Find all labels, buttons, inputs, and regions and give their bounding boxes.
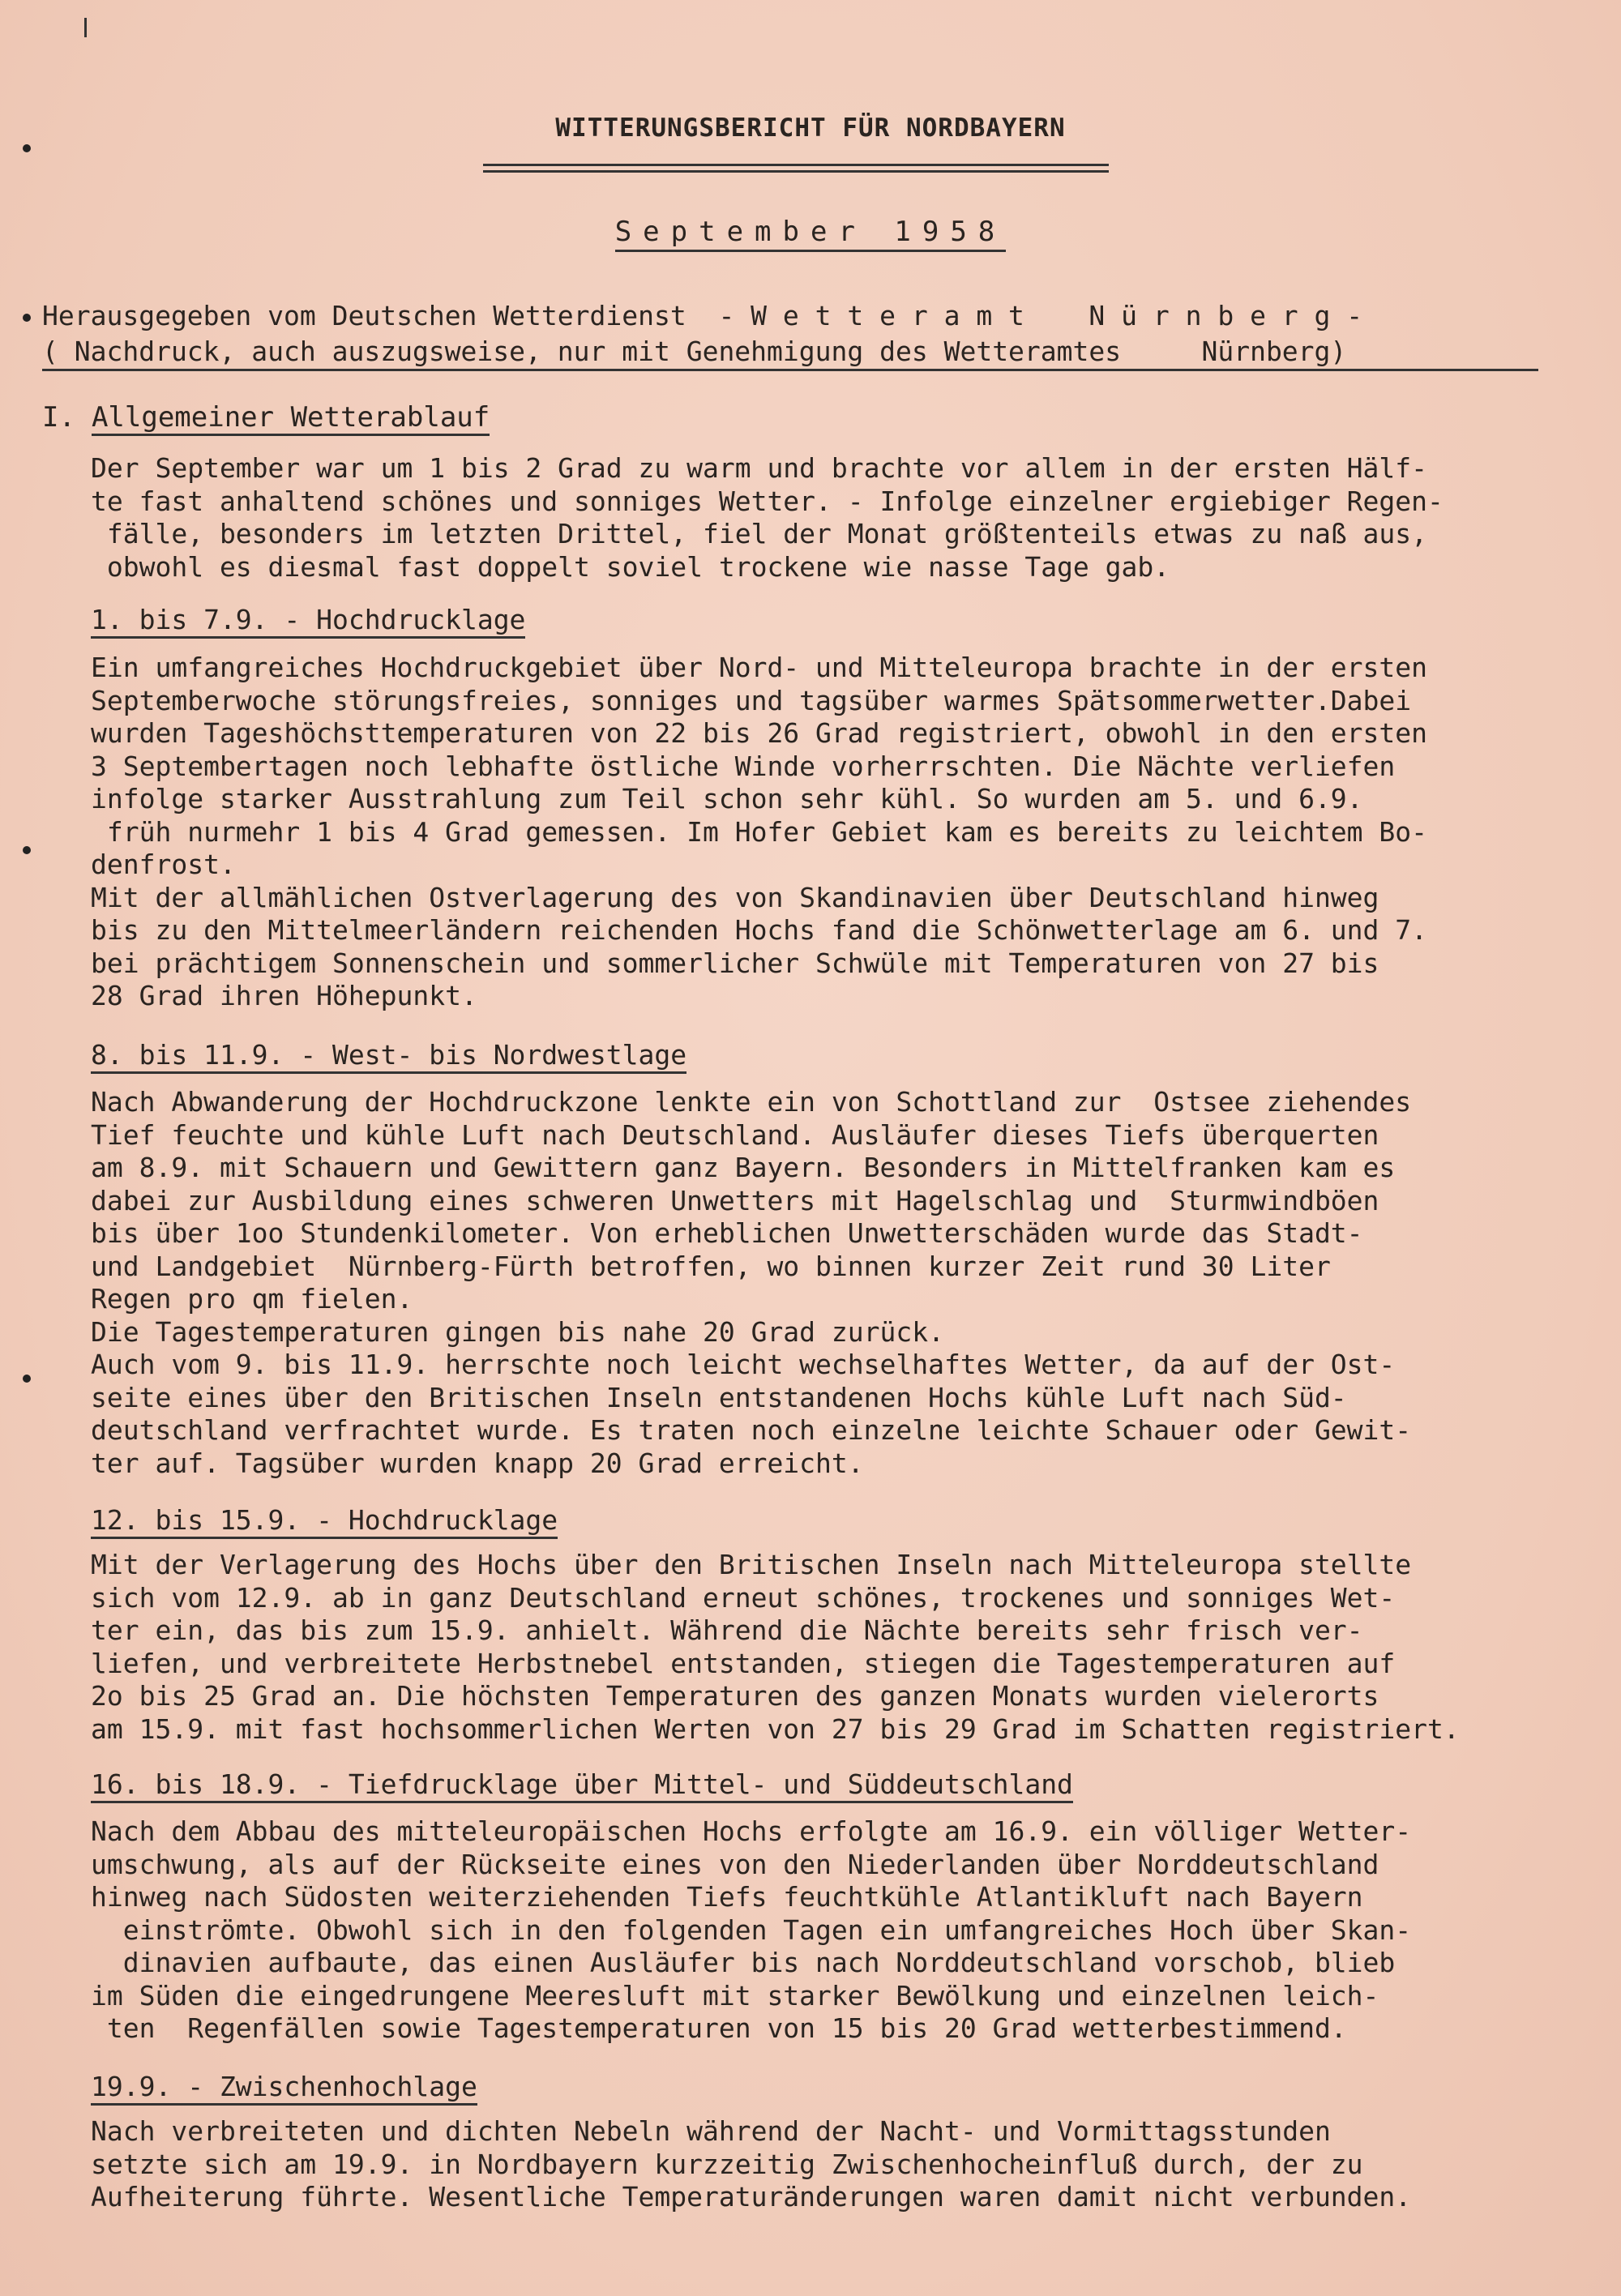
- period-paragraph: [91, 1549, 1598, 1746]
- report-month-text: September 1958: [615, 216, 1007, 252]
- intro-paragraph: [91, 452, 1598, 584]
- text-line: Nach verbreiteten und dichten Nebeln während der Nacht- und Vormittagsstunden: [91, 2115, 1331, 2147]
- text-line: bis über 1oo Stundenkilometer. Von erheblichen Unwetterschäden wurde das Stadt-: [91, 1217, 1363, 1249]
- text-line: dinavien aufbaute, das einen Ausläufer bis nach Norddeutschland vorschob, blieb: [91, 1947, 1396, 1978]
- text-line: fälle, besonders im letzten Drittel, fiel der Monat größtenteils etwas zu naß aus,: [91, 518, 1428, 549]
- period-heading: 8. bis 11.9. - West- bis Nordwestlage: [91, 1039, 686, 1074]
- period-paragraph: [91, 2115, 1598, 2214]
- text-line: Regen pro qm fielen.: [91, 1283, 413, 1315]
- text-line: ter auf. Tagsüber wurden knapp 20 Grad erreicht.: [91, 1447, 864, 1479]
- publisher-line: Herausgegeben vom Deutschen Wetterdienst - W e t t e r a m t N ü r n b e r g -: [42, 300, 1363, 331]
- text-line: setzte sich am 19.9. in Nordbayern kurzzeitig Zwischenhocheinfluß durch, der zu: [91, 2148, 1363, 2180]
- text-line: liefen, und verbreitete Herbstnebel entstanden, stiegen die Tagestemperaturen auf: [91, 1647, 1396, 1679]
- text-line: 28 Grad ihren Höhepunkt.: [91, 980, 477, 1011]
- text-line: Die Tagestemperaturen gingen bis nahe 20 Grad zurück.: [91, 1315, 944, 1348]
- reprint-notice: ( Nachdruck, auch auszugsweise, nur mit Genehmigung des Wetteramtes Nürnberg): [42, 336, 1538, 371]
- text-line: ten Regenfällen sowie Tagestemperaturen von 15 bis 20 Grad wetterbestimmend.: [91, 2012, 1347, 2044]
- section-heading: [42, 401, 490, 434]
- text-line: Nach Abwanderung der Hochdruckzone lenkte ein von Schottland zur Ostsee ziehendes: [91, 1086, 1412, 1118]
- text-line: te fast anhaltend schönes und sonniges Wetter. - Infolge einzelner ergiebiger Regen-: [91, 485, 1444, 517]
- text-line: Mit der Verlagerung des Hochs über den Britischen Inseln nach Mitteleuropa stellte: [91, 1549, 1412, 1580]
- text-line: ter ein, das bis zum 15.9. anhielt. Während die Nächte bereits sehr frisch ver-: [91, 1614, 1363, 1646]
- text-line: 2o bis 25 Grad an. Die höchsten Temperaturen des ganzen Monats wurden vielerorts: [91, 1680, 1379, 1712]
- text-line: seite eines über den Britischen Inseln entstandenen Hochs kühle Luft nach Süd-: [91, 1381, 1347, 1413]
- text-line: denfrost.: [91, 849, 236, 880]
- text-line: bis zu den Mittelmeerländern reichenden Hochs fand die Schönwetterlage am 6. und 7.: [91, 914, 1428, 946]
- section-numeral: I.: [42, 401, 75, 434]
- text-line: umschwung, als auf der Rückseite eines von den Niederlanden über Norddeutschland: [91, 1848, 1379, 1880]
- period-heading: 1. bis 7.9. - Hochdrucklage: [91, 604, 525, 639]
- text-line: und Landgebiet Nürnberg-Fürth betroffen, wo binnen kurzer Zeit rund 30 Liter: [91, 1250, 1331, 1282]
- text-line: Septemberwoche störungsfreies, sonniges und tagsüber warmes Spätsommerwetter.Dabei: [91, 684, 1412, 716]
- text-line: Nach dem Abbau des mitteleuropäischen Hochs erfolgte am 16.9. ein völliger Wetter-: [91, 1815, 1412, 1847]
- text-line: Ein umfangreiches Hochdruckgebiet über Nord- und Mitteleuropa brachte in der ersten: [91, 652, 1428, 683]
- punch-hole: [23, 144, 31, 152]
- text-line: infolge starker Ausstrahlung zum Teil schon sehr kühl. So wurden am 5. und 6.9.: [91, 783, 1363, 815]
- text-line: im Süden die eingedrungene Meeresluft mit starker Bewölkung und einzelnen leich-: [91, 1979, 1379, 2012]
- tick-mark: [84, 18, 87, 37]
- period-heading: 12. bis 15.9. - Hochdrucklage: [91, 1504, 558, 1539]
- text-line: sich vom 12.9. ab in ganz Deutschland erneut schönes, trockenes und sonniges Wet-: [91, 1581, 1396, 1614]
- text-line: Mit der allmählichen Ostverlagerung des von Skandinavien über Deutschland hinweg: [91, 881, 1379, 913]
- period-heading: 16. bis 18.9. - Tiefdrucklage über Mittel- und Süddeutschland: [91, 1768, 1073, 1803]
- punch-hole: [23, 314, 31, 322]
- document-title: WITTERUNGSBERICHT FÜR NORDBAYERN: [555, 113, 1066, 143]
- text-line: Auch vom 9. bis 11.9. herrschte noch leicht wechselhaftes Wetter, da auf der Ost-: [91, 1349, 1396, 1380]
- text-line: einströmte. Obwohl sich in den folgenden Tagen ein umfangreiches Hoch über Skan-: [91, 1913, 1412, 1946]
- text-line: am 8.9. mit Schauern und Gewittern ganz Bayern. Besonders in Mittelfranken kam es: [91, 1152, 1396, 1183]
- section-title: Allgemeiner Wetterablauf: [92, 401, 490, 436]
- text-line: wurden Tageshöchsttemperaturen von 22 bis 26 Grad registriert, obwohl in den ersten: [91, 717, 1428, 749]
- text-line: 3 Septembertagen noch lebhafte östliche Winde vorherrschten. Die Nächte verliefen: [91, 750, 1396, 782]
- period-paragraph: [91, 1086, 1598, 1480]
- text-line: Tief feuchte und kühle Luft nach Deutschland. Ausläufer dieses Tiefs überquerten: [91, 1118, 1379, 1151]
- text-line: früh nurmehr 1 bis 4 Grad gemessen. Im Hofer Gebiet kam es bereits zu leichtem Bo-: [91, 815, 1428, 848]
- text-line: Aufheiterung führte. Wesentliche Temperaturänderungen waren damit nicht verbunden.: [91, 2181, 1412, 2213]
- text-line: bei prächtigem Sonnenschein und sommerlicher Schwüle mit Temperaturen von 27 bis: [91, 947, 1379, 979]
- title-double-rule: [483, 164, 1109, 173]
- text-line: dabei zur Ausbildung eines schweren Unwetters mit Hagelschlag und Sturmwindböen: [91, 1184, 1379, 1216]
- text-line: Der September war um 1 bis 2 Grad zu warm und brachte vor allem in der ersten Hälf-: [91, 452, 1428, 484]
- text-line: obwohl es diesmal fast doppelt soviel trockene wie nasse Tage gab.: [91, 550, 1170, 583]
- period-paragraph: [91, 652, 1598, 1013]
- punch-hole: [23, 846, 31, 854]
- report-month: [0, 216, 1621, 248]
- period-paragraph: [91, 1815, 1598, 2046]
- text-line: deutschland verfrachtet wurde. Es traten noch einzelne leichte Schauer oder Gewit-: [91, 1414, 1412, 1446]
- period-heading: 19.9. - Zwischenhochlage: [91, 2071, 477, 2106]
- punch-hole: [23, 1375, 31, 1383]
- text-line: am 15.9. mit fast hochsommerlichen Werten von 27 bis 29 Grad im Schatten registriert.: [91, 1712, 1460, 1745]
- text-line: hinweg nach Südosten weiterziehenden Tiefs feuchtkühle Atlantikluft nach Bayern: [91, 1881, 1363, 1913]
